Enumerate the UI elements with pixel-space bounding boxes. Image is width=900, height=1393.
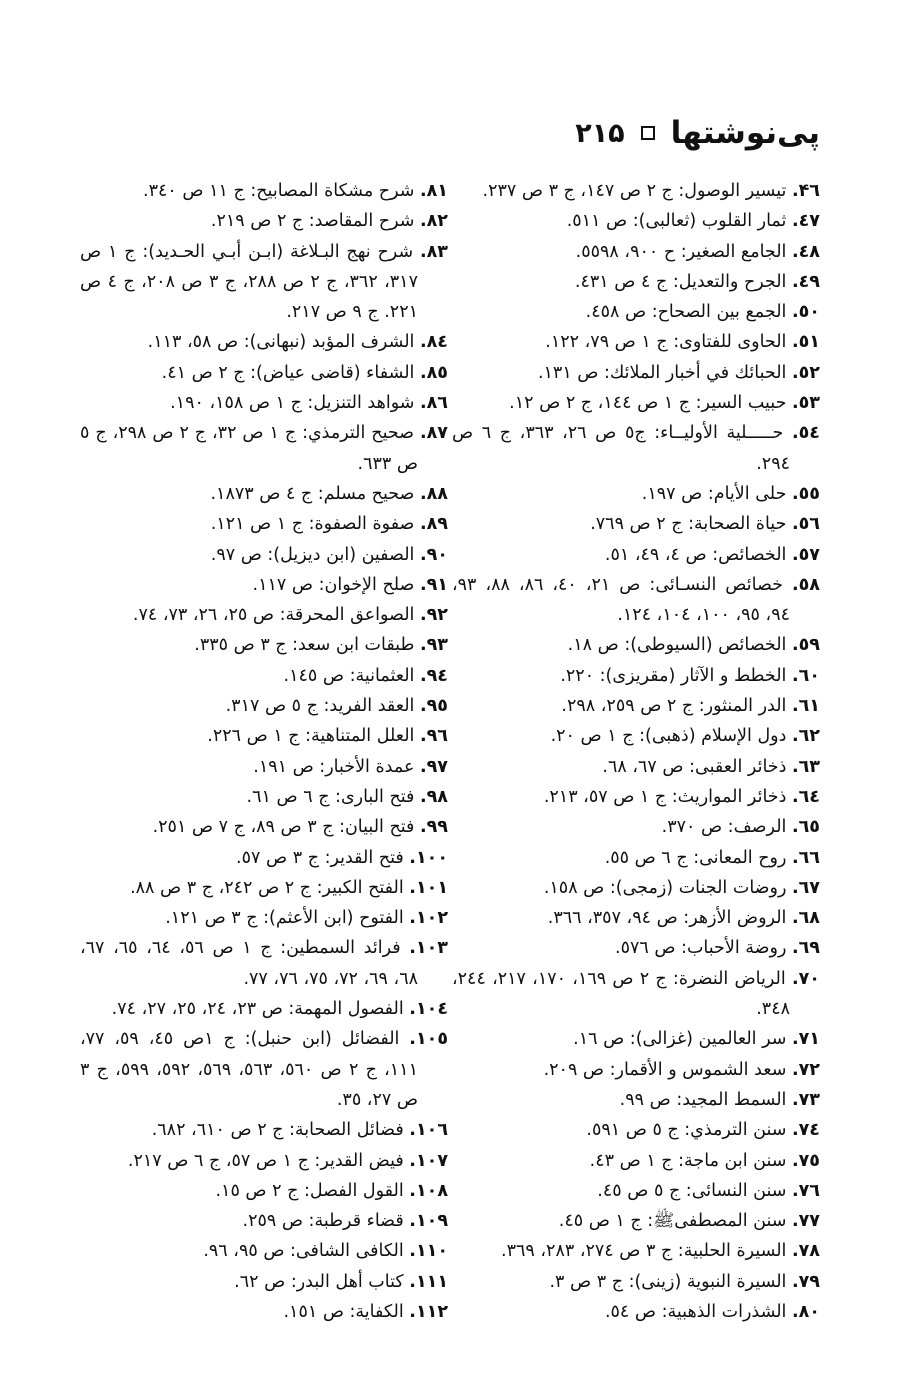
reference-item xyxy=(80,206,448,236)
reference-number: ۹٠. xyxy=(419,544,448,565)
reference-item xyxy=(80,418,448,479)
reference-text: صفوة الصفوة: ج ۱ ص ۱۲۱. xyxy=(210,514,420,535)
reference-number: ٦۷. xyxy=(791,877,820,898)
reference-text: الرصف: ص ۳۷٠. xyxy=(661,817,792,838)
reference-item xyxy=(80,540,448,570)
reference-number: ۸٥. xyxy=(419,362,448,383)
reference-item xyxy=(452,721,820,751)
reference-number: ۸٤. xyxy=(419,332,448,353)
reference-text: الریاض النضرة: ج ۲ ص ۱٦۹، ۱۷٠، ۲۱۷، ۲٤٤، ۳٤۸. xyxy=(452,968,792,1020)
reference-item xyxy=(452,267,820,297)
reference-number: ۹٥. xyxy=(419,696,448,717)
reference-number: ٥۲. xyxy=(791,362,820,383)
reference-text: الفصول المهمة: ص ۲۳، ۲٤، ۲٥، ۲۷، ۷٤. xyxy=(111,999,410,1020)
reference-item xyxy=(452,1024,820,1054)
reference-text: السمط المجید: ص ۹۹. xyxy=(619,1089,792,1110)
reference-number: ٤۸. xyxy=(791,241,820,262)
reference-item xyxy=(452,843,820,873)
reference-item xyxy=(452,812,820,842)
reference-text: صلح الإخوان: ص ۱۱۷. xyxy=(252,574,420,595)
reference-item xyxy=(452,691,820,721)
reference-number: ۸٠. xyxy=(791,1301,820,1322)
reference-text: الجمع بین الصحاح: ص ٤٥۸. xyxy=(585,302,792,323)
reference-number: ٦۱. xyxy=(791,696,820,717)
reference-text: صحیح الترمذي: ج ۱ ص ۳۲، ج ۲ ص ۲۹۸، ج ٥ ص ٦۳۳. xyxy=(80,423,420,474)
reference-text: تیسیر الوصول: ج ۲ ص ۱٤۷، ج ۳ ص ۲۳۷. xyxy=(482,181,792,201)
reference-number: ٥٦. xyxy=(791,514,820,535)
reference-text: الشذرات الذهبیة: ص ٥٤. xyxy=(604,1301,792,1322)
reference-text: الخصائص: ص ٤، ٤۹، ٥۱. xyxy=(604,544,792,565)
reference-text: طبقات ابن سعد: ج ۳ ص ۳۳٥. xyxy=(194,635,420,656)
reference-item xyxy=(80,661,448,691)
reference-text: السیرة النبویة (زینی): ج ۳ ص ۳. xyxy=(549,1271,792,1292)
reference-number: ۹۲. xyxy=(419,605,448,626)
reference-number: ٥۸. xyxy=(791,574,820,595)
reference-number: ۹۳. xyxy=(419,635,448,656)
reference-item xyxy=(80,782,448,812)
reference-text: الروض الأزهر: ص ۹٤، ۳٥۷، ۳٦٦. xyxy=(547,908,792,929)
reference-item xyxy=(452,418,820,479)
reference-text: روح المعانی: ج ٦ ص ٥٥. xyxy=(604,847,792,868)
reference-number: ۱٠٠. xyxy=(409,847,448,868)
reference-item xyxy=(80,752,448,782)
reference-item xyxy=(80,1267,448,1297)
reference-number: ٥۹. xyxy=(791,635,820,656)
reference-item xyxy=(452,1146,820,1176)
reference-item xyxy=(452,1297,820,1327)
reference-text: سنن النسائی: ج ٥ ص ٤٥. xyxy=(597,1180,792,1201)
reference-text: العثمانیة: ص ۱٤٥. xyxy=(283,665,420,686)
reference-item xyxy=(80,721,448,751)
reference-number: ۸۳. xyxy=(419,241,448,262)
reference-item xyxy=(452,297,820,327)
reference-item xyxy=(80,812,448,842)
reference-item xyxy=(80,600,448,630)
reference-number: ٤۹. xyxy=(791,271,820,292)
reference-number: ۱۱٠. xyxy=(409,1241,448,1262)
reference-number: ۸۲. xyxy=(419,211,448,232)
reference-number: ۱٠٥. xyxy=(409,1029,448,1050)
reference-item xyxy=(80,994,448,1024)
header-title: پی‌نوشتها xyxy=(670,115,820,151)
reference-item xyxy=(80,358,448,388)
reference-item xyxy=(80,1206,448,1236)
reference-number: ۱٠۷. xyxy=(409,1150,448,1171)
reference-number: ۹۷. xyxy=(419,756,448,777)
reference-item xyxy=(80,388,448,418)
reference-number: ٦۸. xyxy=(791,908,820,929)
reference-number: ٦۲. xyxy=(791,726,820,747)
reference-number: ۱۱۱. xyxy=(409,1271,448,1292)
reference-number: ۸۹. xyxy=(419,514,448,535)
reference-number: ۱٠۲. xyxy=(409,908,448,929)
reference-item xyxy=(452,176,820,206)
reference-number: ۹٦. xyxy=(419,726,448,747)
reference-item xyxy=(80,691,448,721)
reference-text: الشفاء (قاضی عیاض): ج ۲ ص ٤۱. xyxy=(161,362,420,383)
reference-item xyxy=(80,933,448,994)
reference-number: ٦٠. xyxy=(791,665,820,686)
reference-number: ۹٤. xyxy=(419,665,448,686)
reference-text: الحاوی للفتاوی: ج ۱ ص ۷۹، ۱۲۲. xyxy=(545,332,792,353)
reference-text: الکفایة: ص ۱٥۱. xyxy=(283,1301,410,1322)
reference-number: ۱٠٤. xyxy=(409,999,448,1020)
reference-item xyxy=(452,661,820,691)
reference-text: ذخائر العقبی: ص ٦۷، ٦۸. xyxy=(602,756,792,777)
reference-number: ۱٠۸. xyxy=(409,1180,448,1201)
reference-text: فتح الباری: ج ٦ ص ٦۱. xyxy=(246,786,420,807)
reference-item xyxy=(452,752,820,782)
reference-text: فرائد السمطین: ج ۱ ص ٥٦، ٦٤، ٦٥، ٦۷، ٦۸، ٦۹، ۷۲، ۷٥، ۷٦، ۷۷. xyxy=(80,938,418,989)
reference-number: ۷٥. xyxy=(791,1150,820,1171)
reference-number: ۱٠۳. xyxy=(409,938,448,959)
reference-text: سنن المصطفیﷺ: ج ۱ ص ٤٥. xyxy=(558,1211,792,1232)
reference-item xyxy=(80,843,448,873)
reference-text: الجرح والتعدیل: ج ٤ ص ٤۳۱. xyxy=(574,271,792,292)
reference-item xyxy=(452,903,820,933)
reference-item xyxy=(80,570,448,600)
reference-text: حـــــلیة الأولیــاء: ج٥ ص ۲٦، ۳٦۳، ج ٦ ص ۲۹٤. xyxy=(452,423,792,474)
reference-text: السیرة الحلبیة: ج ۳ ص ۲۷٤، ۲۸۳، ۳٦۹. xyxy=(501,1241,792,1262)
reference-item xyxy=(452,479,820,509)
reference-text: سنن ابن ماجة: ج ۱ ص ٤۳. xyxy=(589,1150,792,1171)
reference-item xyxy=(80,1146,448,1176)
reference-number: ۱٠٦. xyxy=(409,1120,448,1141)
reference-item xyxy=(452,540,820,570)
reference-number: ۸٦. xyxy=(419,393,448,414)
page-number: ۲۱۵ xyxy=(575,117,625,149)
reference-item xyxy=(452,206,820,236)
reference-number: ٥٠. xyxy=(791,302,820,323)
reference-text: فتح القدیر: ج ۳ ص ٥۷. xyxy=(236,847,410,868)
reference-text: الصفین (ابن دیزیل): ص ۹۷. xyxy=(210,544,420,565)
reference-item xyxy=(452,1055,820,1085)
reference-item xyxy=(80,1297,448,1327)
reference-number: ۹۹. xyxy=(419,817,448,838)
reference-text: حبیب السیر: ج ۱ ص ۱٤٤، ج ۲ ص ۱۲. xyxy=(509,393,792,414)
reference-text: فضائل الصحابة: ج ۲ ص ٦۱٠، ٦۸۲. xyxy=(151,1120,410,1141)
reference-text: روضات الجنات (زمجی): ص ۱٥۸. xyxy=(543,877,792,898)
reference-text: الفتح الکبیر: ج ۲ ص ۲٤۲، ج ۳ ص ۸۸. xyxy=(130,877,410,898)
reference-text: حیاة الصحابة: ج ۲ ص ۷٦۹. xyxy=(590,514,792,535)
reference-text: الحبائك في أخبار الملائك: ص ۱۳۱. xyxy=(537,362,792,383)
reference-text: عمدة الأخبار: ص ۱۹۱. xyxy=(253,756,420,777)
reference-number: ۸۱. xyxy=(419,181,448,201)
reference-text: شواهد التنزیل: ج ۱ ص ۱٥۸، ۱۹٠. xyxy=(170,393,420,414)
reference-item xyxy=(80,327,448,357)
reference-text: سعد الشموس و الأقمار: ص ۲٠۹. xyxy=(543,1059,792,1080)
reference-item xyxy=(452,1267,820,1297)
reference-number: ٥٥. xyxy=(791,483,820,504)
reference-number: ۸۷. xyxy=(419,423,448,444)
square-separator-icon xyxy=(641,126,655,140)
reference-text: حلی الأیام: ص ۱۹۷. xyxy=(641,483,792,504)
reference-text: روضة الأحباب: ص ٥۷٦. xyxy=(614,938,792,959)
reference-text: کتاب أهل البدر: ص ٦۲. xyxy=(234,1271,410,1292)
reference-text: قضاء قرطبة: ص ۲٥۹. xyxy=(242,1211,410,1232)
reference-text: صحیح مسلم: ج ٤ ص ۱۸۷۳. xyxy=(210,483,420,504)
reference-text: العقد الفرید: ج ٥ ص ۳۱۷. xyxy=(225,696,420,717)
reference-text: ثمار القلوب (ثعالبی): ص ٥۱۱. xyxy=(566,211,792,232)
reference-number: ٥۷. xyxy=(791,544,820,565)
reference-item xyxy=(80,509,448,539)
reference-text: سر العالمین (غزالی): ص ۱٦. xyxy=(573,1029,792,1050)
reference-text: الصواعق المحرقة: ص ۲٥، ۲٦، ۷۳، ۷٤. xyxy=(132,605,420,626)
reference-number: ۷۸. xyxy=(791,1241,820,1262)
reference-item xyxy=(452,570,820,631)
reference-text: الدر المنثور: ج ۲ ص ۲٥۹، ۲۹۸. xyxy=(561,696,792,717)
reference-number: ۱٠۱. xyxy=(409,877,448,898)
reference-number: ۷۳. xyxy=(791,1089,820,1110)
reference-number: ۹۱. xyxy=(419,574,448,595)
reference-item xyxy=(80,1236,448,1266)
reference-text: الشرف المؤبد (نبهانی): ص ٥۸، ۱۱۳. xyxy=(147,332,420,353)
reference-item xyxy=(80,237,448,328)
reference-number: ٦۳. xyxy=(791,756,820,777)
reference-item xyxy=(452,358,820,388)
reference-number: ۷٦. xyxy=(791,1180,820,1201)
reference-number: ٦٤. xyxy=(791,786,820,807)
reference-item xyxy=(80,903,448,933)
reference-number: ۹۸. xyxy=(419,786,448,807)
reference-number: ٥۳. xyxy=(791,393,820,414)
reference-number: ۷۷. xyxy=(791,1211,820,1232)
references-columns xyxy=(80,176,820,1346)
reference-text: القول الفصل: ج ۲ ص ۱٥. xyxy=(215,1180,410,1201)
reference-number: ۷۲. xyxy=(791,1059,820,1080)
reference-item xyxy=(452,1085,820,1115)
reference-text: خصائص النسـائی: ص ۲۱، ٤٠، ۸٦، ۸۸، ۹۳، ۹٤، ۹٥، ۱٠٠، ۱٠٤، ۱۲٤. xyxy=(452,574,792,626)
reference-text: شرح مشکاة المصابیح: ج ۱۱ ص ۳٤٠. xyxy=(143,181,420,201)
reference-text: سنن الترمذي: ج ٥ ص ٥۹۱. xyxy=(586,1120,792,1141)
reference-item xyxy=(80,1176,448,1206)
reference-number: ٦٥. xyxy=(791,817,820,838)
reference-number: ٦۹. xyxy=(791,938,820,959)
reference-item xyxy=(452,1176,820,1206)
reference-item xyxy=(452,964,820,1025)
reference-number: ۴٦. xyxy=(791,181,820,201)
reference-number: ٥۱. xyxy=(791,332,820,353)
reference-item xyxy=(452,1206,820,1236)
reference-number: ۱٠۹. xyxy=(409,1211,448,1232)
reference-text: العلل المتناهیة: ج ۱ ص ۲۲٦. xyxy=(207,726,420,747)
references-column-left xyxy=(80,176,448,1346)
reference-number: ۸۸. xyxy=(419,483,448,504)
reference-item xyxy=(452,509,820,539)
reference-item xyxy=(80,630,448,660)
reference-item xyxy=(452,630,820,660)
reference-number: ۷۹. xyxy=(791,1271,820,1292)
references-column-right xyxy=(452,176,820,1346)
reference-number: ٥٤. xyxy=(791,423,820,444)
reference-number: ٤۷. xyxy=(791,211,820,232)
reference-item xyxy=(80,873,448,903)
reference-item xyxy=(452,237,820,267)
reference-text: الفتوح (ابن الأعثم): ج ۳ ص ۱۲۱. xyxy=(165,908,410,929)
reference-number: ۱۱۲. xyxy=(409,1301,448,1322)
reference-item xyxy=(80,1024,448,1115)
reference-text: دول الإسلام (ذهبی): ج ۱ ص ۲٠. xyxy=(550,726,792,747)
reference-item xyxy=(452,933,820,963)
reference-number: ۷٤. xyxy=(791,1120,820,1141)
reference-text: شرح المقاصد: ج ۲ ص ۲۱۹. xyxy=(210,211,420,232)
reference-item xyxy=(452,873,820,903)
reference-text: الخصائص (السیوطی): ص ۱۸. xyxy=(567,635,792,656)
reference-text: فیض القدیر: ج ۱ ص ٥۷، ج ٦ ص ۲۱۷. xyxy=(127,1150,410,1171)
reference-text: الفضائل (ابن حنبل): ج ۱ص ٤٥، ٥۹، ۷۷، ۱۱۱، ج ۲ ص ٥٦٠، ٥٦۳، ٥٦۹، ٥۹۲، ٥۹۹، ج ۳ ص ۲۷، ۳٥. xyxy=(80,1029,418,1110)
reference-item xyxy=(80,1115,448,1145)
reference-item xyxy=(452,327,820,357)
reference-item xyxy=(452,1236,820,1266)
reference-text: الکافی الشافی: ص ۹٥، ۹٦. xyxy=(203,1241,410,1262)
reference-number: ۷٠. xyxy=(791,968,820,989)
reference-item xyxy=(452,388,820,418)
reference-item xyxy=(452,782,820,812)
reference-text: شرح نهج البـلاغة (ابـن أبـي الحـدید): ج ۱ ص ۳۱۷، ۳٦۲، ج ۲ ص ۲۸۸، ج ۳ ص ۲٠۸، ج ٤ ص ۲۲۱. ج ۹ ص ۲۱۷. xyxy=(80,241,420,323)
reference-text: ذخائر المواریث: ج ۱ ص ٥۷، ۲۱۳. xyxy=(543,786,792,807)
page-header xyxy=(80,108,820,158)
reference-item xyxy=(452,1115,820,1145)
reference-text: فتح البیان: ج ۳ ص ۸۹، ج ۷ ص ۲٥۱. xyxy=(152,817,420,838)
reference-text: الخطط و الآثار (مقریزی): ۲۲٠. xyxy=(560,665,792,686)
reference-item xyxy=(80,176,448,206)
reference-number: ۷۱. xyxy=(791,1029,820,1050)
reference-item xyxy=(80,479,448,509)
reference-number: ٦٦. xyxy=(791,847,820,868)
reference-text: الجامع الصغیر: ح ۹۰۰، ٥٥۹۸. xyxy=(575,241,792,262)
